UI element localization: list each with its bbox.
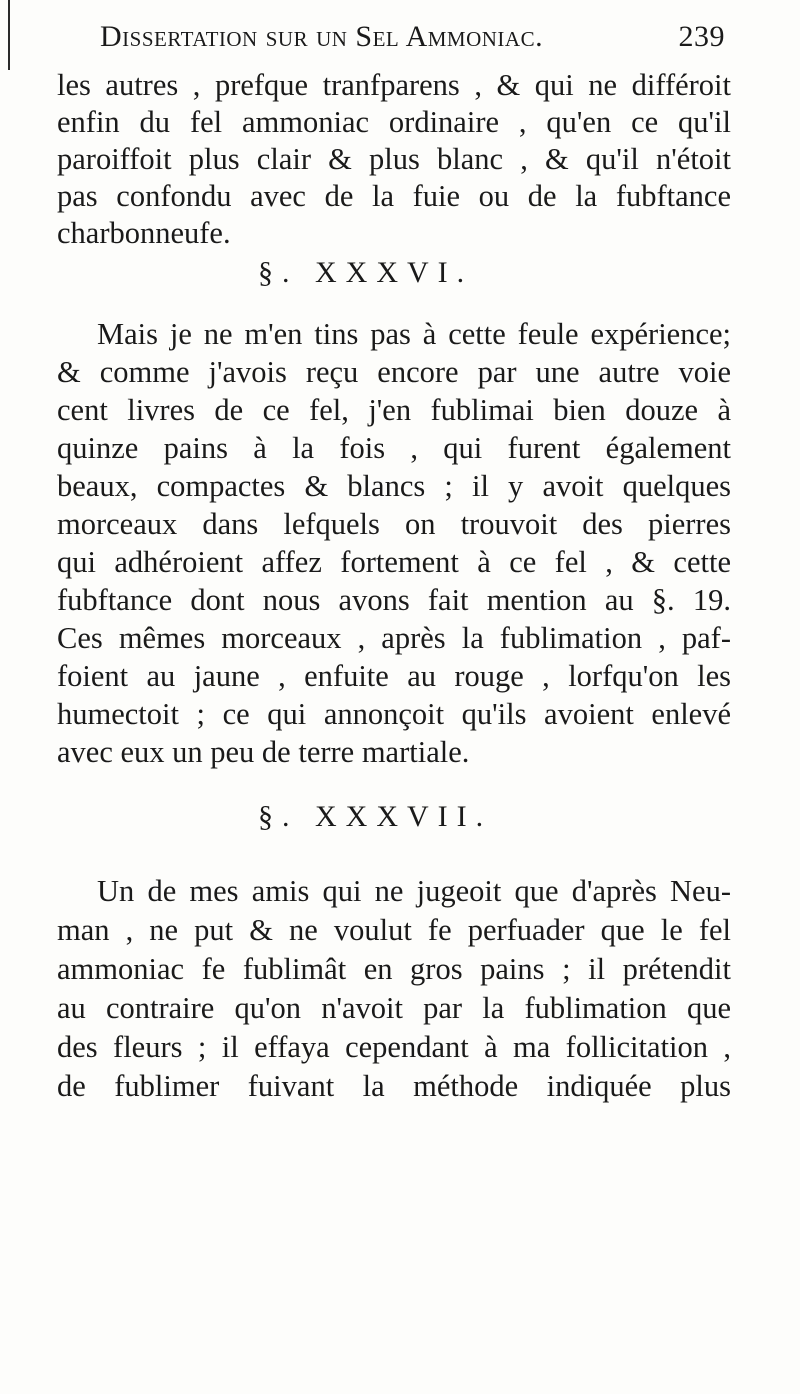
section-heading: §. XXXVII. — [258, 800, 493, 833]
text-line: beaux, compactes & blancs ; il y avoit quelques — [57, 469, 731, 503]
text-line: man , ne put & ne voulut fe perfuader que le fel — [57, 913, 731, 947]
text-line: morceaux dans lefquels on trouvoit des pierres — [57, 507, 731, 541]
text-line: foient au jaune , enfuite au rouge , lorfqu'on les — [57, 659, 731, 693]
text-line: enfin du fel ammoniac ordinaire , qu'en ce qu'il — [57, 105, 731, 139]
text-line: avec eux un peu de terre martiale. — [57, 735, 470, 769]
text-line: quinze pains à la fois , qui furent également — [57, 431, 731, 465]
running-header — [100, 20, 725, 54]
text-line: de fublimer fuivant la méthode indiquée plus — [57, 1069, 731, 1103]
text-line: fubftance dont nous avons fait mention au §. 19. — [57, 583, 731, 617]
page-edge-line — [8, 0, 10, 70]
text-line: Mais je ne m'en tins pas à cette feule expérience; — [97, 317, 731, 351]
text-line: paroiffoit plus clair & plus blanc , & qu'il n'étoit — [57, 142, 731, 176]
text-line: pas confondu avec de la fuie ou de la fubftance — [57, 179, 731, 213]
section-heading: §. XXXVI. — [258, 256, 474, 289]
text-line: charbonneufe. — [57, 216, 231, 250]
text-line: qui adhéroient affez fortement à ce fel , & cette — [57, 545, 731, 579]
text-line: ammoniac fe fublimât en gros pains ; il prétendit — [57, 952, 731, 986]
text-line: des fleurs ; il effaya cependant à ma follicitation , — [57, 1030, 731, 1064]
text-line: cent livres de ce fel, j'en fublimai bien douze à — [57, 393, 731, 427]
text-line: les autres , prefque tranfparens , & qui ne différoit — [57, 68, 731, 102]
running-title: Dissertation sur un Sel Ammoniac. — [100, 20, 544, 53]
text-line: & comme j'avois reçu encore par une autre voie — [57, 355, 731, 389]
text-line: Un de mes amis qui ne jugeoit que d'après Neu- — [97, 874, 731, 908]
text-line: humectoit ; ce qui annonçoit qu'ils avoient enlevé — [57, 697, 731, 731]
page-number: 239 — [678, 20, 725, 53]
text-line: Ces mêmes morceaux , après la fublimation , paf- — [57, 621, 731, 655]
text-line: au contraire qu'on n'avoit par la fublimation que — [57, 991, 731, 1025]
